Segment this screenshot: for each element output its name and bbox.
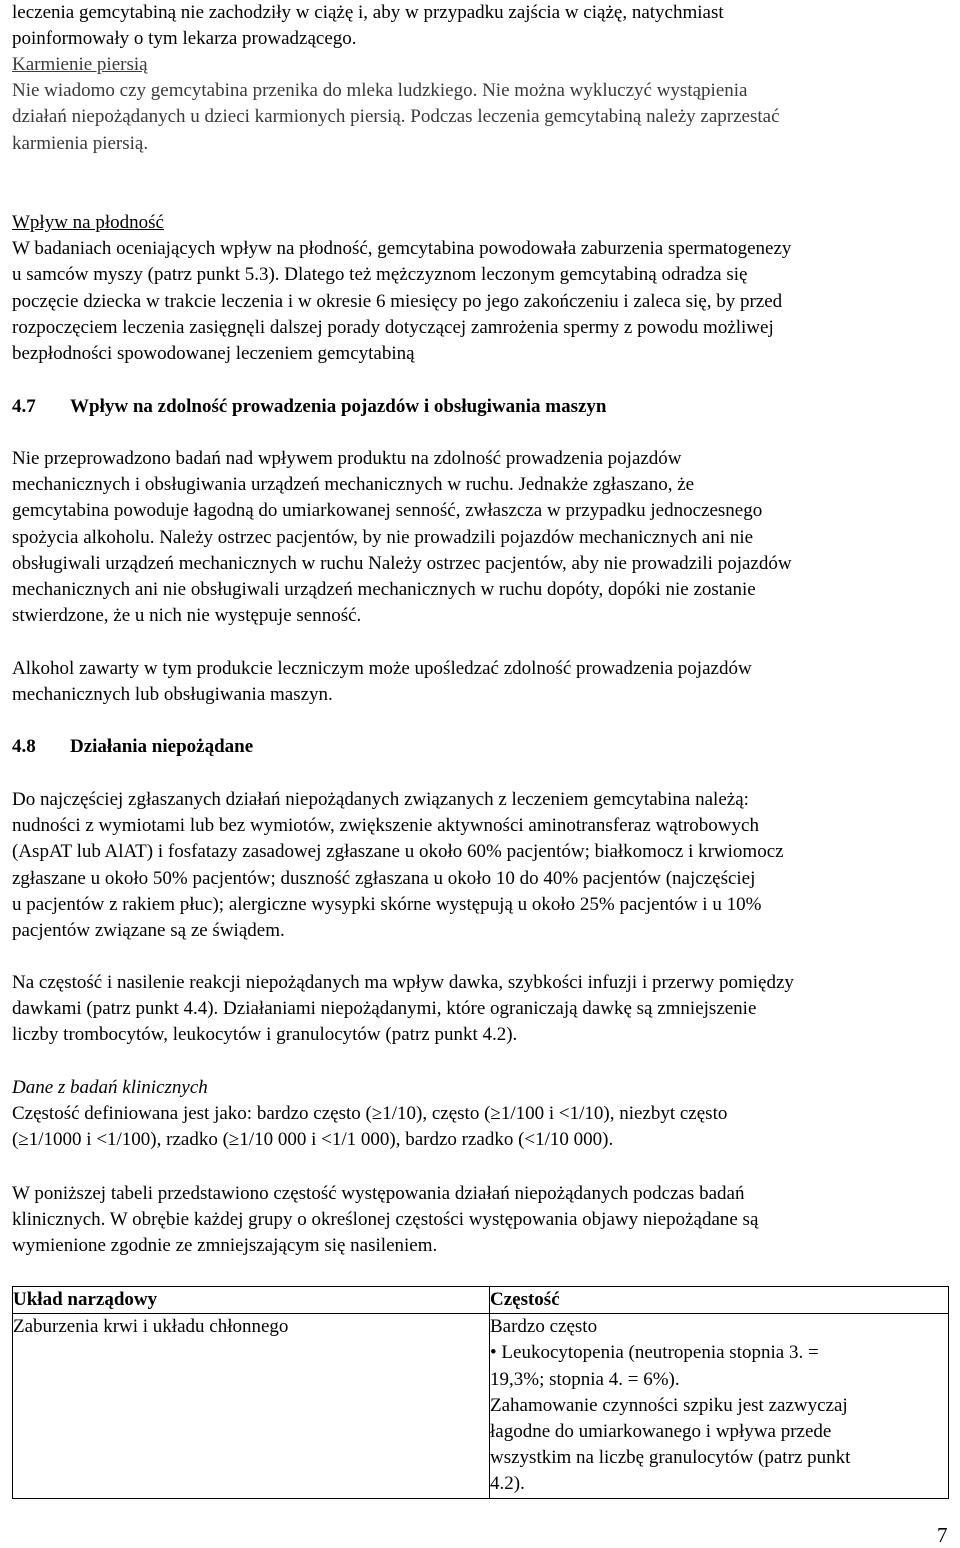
breastfeeding-section bbox=[12, 52, 780, 157]
text-line: działań niepożądanych u dzieci karmionych piersią. Podczas leczenia gemcytabiną należy zaprzestać bbox=[12, 106, 780, 128]
clinical-data-section bbox=[12, 1075, 727, 1154]
section-title: Działania niepożądane bbox=[70, 736, 254, 757]
cell-frequency bbox=[490, 1314, 949, 1498]
text-line: gemcytabina powoduje łagodną do umiarkowanej senność, zwłaszcza w przypadku jednoczesnego bbox=[12, 500, 763, 522]
text-line: liczby trombocytów, leukocytów i granulocytów (patrz punkt 4.2). bbox=[12, 1024, 518, 1046]
text-line: mechanicznych ani nie obsługiwali urządzeń mechanicznych w ruchu dopóty, dopóki nie zostanie bbox=[12, 579, 756, 601]
text-line: karmienia piersią. bbox=[12, 132, 149, 154]
text-line: Na częstość i nasilenie reakcji niepożądanych ma wpływ dawka, szybkości infuzji i przerwy pomiędzy bbox=[12, 972, 794, 993]
note-line: 4.2). bbox=[490, 1473, 525, 1495]
text-line: W badaniach oceniających wpływ na płodność, gemcytabina powodowała zaburzenia spermatogenezy bbox=[12, 238, 792, 260]
table-header-row bbox=[13, 1287, 949, 1314]
bullet-item-continued: 19,3%; stopnia 4. = 6%). bbox=[490, 1368, 680, 1390]
text-line: Alkohol zawarty w tym produkcie leczniczym może upośledzać zdolność prowadzenia pojazdów bbox=[12, 658, 752, 679]
page-number: 7 bbox=[937, 1523, 948, 1547]
fertility-section bbox=[12, 210, 791, 367]
text-line: dawkami (patrz punkt 4.4). Działaniami niepożądanymi, które ograniczają dawkę są zmniejszenie bbox=[12, 998, 757, 1020]
clinical-data-title: Dane z badań klinicznych bbox=[12, 1077, 208, 1098]
text-line: (≥1/1000 i <1/100), rzadko (≥1/10 000 i <1/1 000), bardzo rzadko (<1/10 000). bbox=[12, 1129, 614, 1151]
bullet-item: • Leukocytopenia (neutropenia stopnia 3. = bbox=[490, 1342, 819, 1364]
header-frequency: Częstość bbox=[490, 1287, 949, 1314]
text-line: klinicznych. W obrębie każdej grupy o określonej częstości występowania objawy niepożądane są bbox=[12, 1209, 759, 1231]
text-line: mechanicznych i obsługiwania urządzeń mechanicznych w ruchu. Jednakże zgłaszano, że bbox=[12, 474, 695, 496]
text-line: (AspAT lub AlAT) i fosfatazy zasadowej zgłaszane u około 60% pacjentów; białkomocz i krwiomocz bbox=[12, 841, 784, 863]
text-line: stwierdzone, że u nich nie występuje senność. bbox=[12, 605, 362, 627]
text-line: Częstość definiowana jest jako: bardzo często (≥1/10), często (≥1/100 i <1/10), niezbyt często bbox=[12, 1103, 728, 1125]
text-line: spożycia alkoholu. Należy ostrzec pacjentów, by nie prowadzili pojazdów mechanicznych ani nie bbox=[12, 526, 754, 548]
text-line: Do najczęściej zgłaszanych działań niepożądanych związanych z leczeniem gemcytabina należą: bbox=[12, 789, 749, 810]
text-line: obsługiwali urządzeń mechanicznych w ruchu Należy ostrzec pacjentów, aby nie prowadzili pojazdów bbox=[12, 552, 792, 574]
header-system: Układ narządowy bbox=[13, 1287, 490, 1314]
section-4-8-heading bbox=[12, 734, 253, 760]
text-line: rozpoczęciem leczenia zasięgnęli dalszej porady dotyczącej zamrożenia spermy z powodu możliwej bbox=[12, 316, 774, 338]
note-line: wszystkim na liczbę granulocytów (patrz punkt bbox=[490, 1447, 851, 1469]
section-4-8-paragraph-3 bbox=[12, 1181, 758, 1260]
text-line: mechanicznych lub obsługiwania maszyn. bbox=[12, 684, 333, 706]
note-line: łagodne do umiarkowanego i wpływa przede bbox=[490, 1421, 832, 1443]
section-number: 4.7 bbox=[12, 396, 36, 417]
text-line: poczęcie dziecka w trakcie leczenia i w okresie 6 miesięcy po jego zakończeniu i zaleca się, by przed bbox=[12, 290, 783, 312]
text-line: nudności z wymiotami lub bez wymiotów, zwiększenie aktywności aminotransferaz wątrobowych bbox=[12, 815, 759, 837]
text-line: Nie wiadomo czy gemcytabina przenika do mleka ludzkiego. Nie można wykluczyć wystąpienia bbox=[12, 80, 748, 102]
text-line: u samców myszy (patrz punkt 5.3). Dlatego też mężczyznom leczonym gemcytabiną odradza się bbox=[12, 264, 748, 286]
note-line: Zahamowanie czynności szpiku jest zazwyczaj bbox=[490, 1394, 848, 1416]
cell-system: Zaburzenia krwi i układu chłonnego bbox=[13, 1314, 490, 1498]
breastfeeding-title: Karmienie piersią bbox=[12, 54, 148, 75]
text-line: poinformowały o tym lekarza prowadzącego. bbox=[12, 28, 357, 50]
table-row bbox=[13, 1314, 949, 1498]
section-4-7-heading bbox=[12, 394, 606, 420]
section-4-8-paragraph-2 bbox=[12, 970, 794, 1049]
text-line: wymienione zgodnie ze zmniejszającym się nasileniem. bbox=[12, 1235, 438, 1257]
text-line: Nie przeprowadzono badań nad wpływem produktu na zdolność prowadzenia pojazdów bbox=[12, 448, 682, 469]
text-line: bezpłodności spowodowanej leczeniem gemcytabiną bbox=[12, 343, 415, 365]
text-line: zgłaszane u około 50% pacjentów; duszność zgłaszana u około 10 do 40% pacjentów (najczęściej bbox=[12, 867, 756, 889]
text-line: u pacjentów z rakiem płuc); alergiczne wysypki skórne występują u około 25% pacjentów i u 10% bbox=[12, 893, 762, 915]
pregnancy-continuation bbox=[12, 0, 724, 52]
adverse-reactions-table bbox=[12, 1286, 949, 1499]
section-number: 4.8 bbox=[12, 736, 36, 757]
text-line: leczenia gemcytabiną nie zachodziły w ciążę i, aby w przypadku zajścia w ciążę, natychmiast bbox=[12, 2, 724, 23]
section-4-7-paragraph-2 bbox=[12, 656, 752, 708]
section-title: Wpływ na zdolność prowadzenia pojazdów i obsługiwania maszyn bbox=[70, 396, 607, 417]
section-4-7-paragraph-1 bbox=[12, 446, 792, 629]
fertility-title: Wpływ na płodność bbox=[12, 212, 164, 233]
frequency-label: Bardzo często bbox=[490, 1316, 598, 1338]
text-line: W poniższej tabeli przedstawiono częstość występowania działań niepożądanych podczas badań bbox=[12, 1183, 745, 1204]
text-line: pacjentów związane są ze świądem. bbox=[12, 920, 285, 942]
section-4-8-paragraph-1 bbox=[12, 787, 784, 944]
